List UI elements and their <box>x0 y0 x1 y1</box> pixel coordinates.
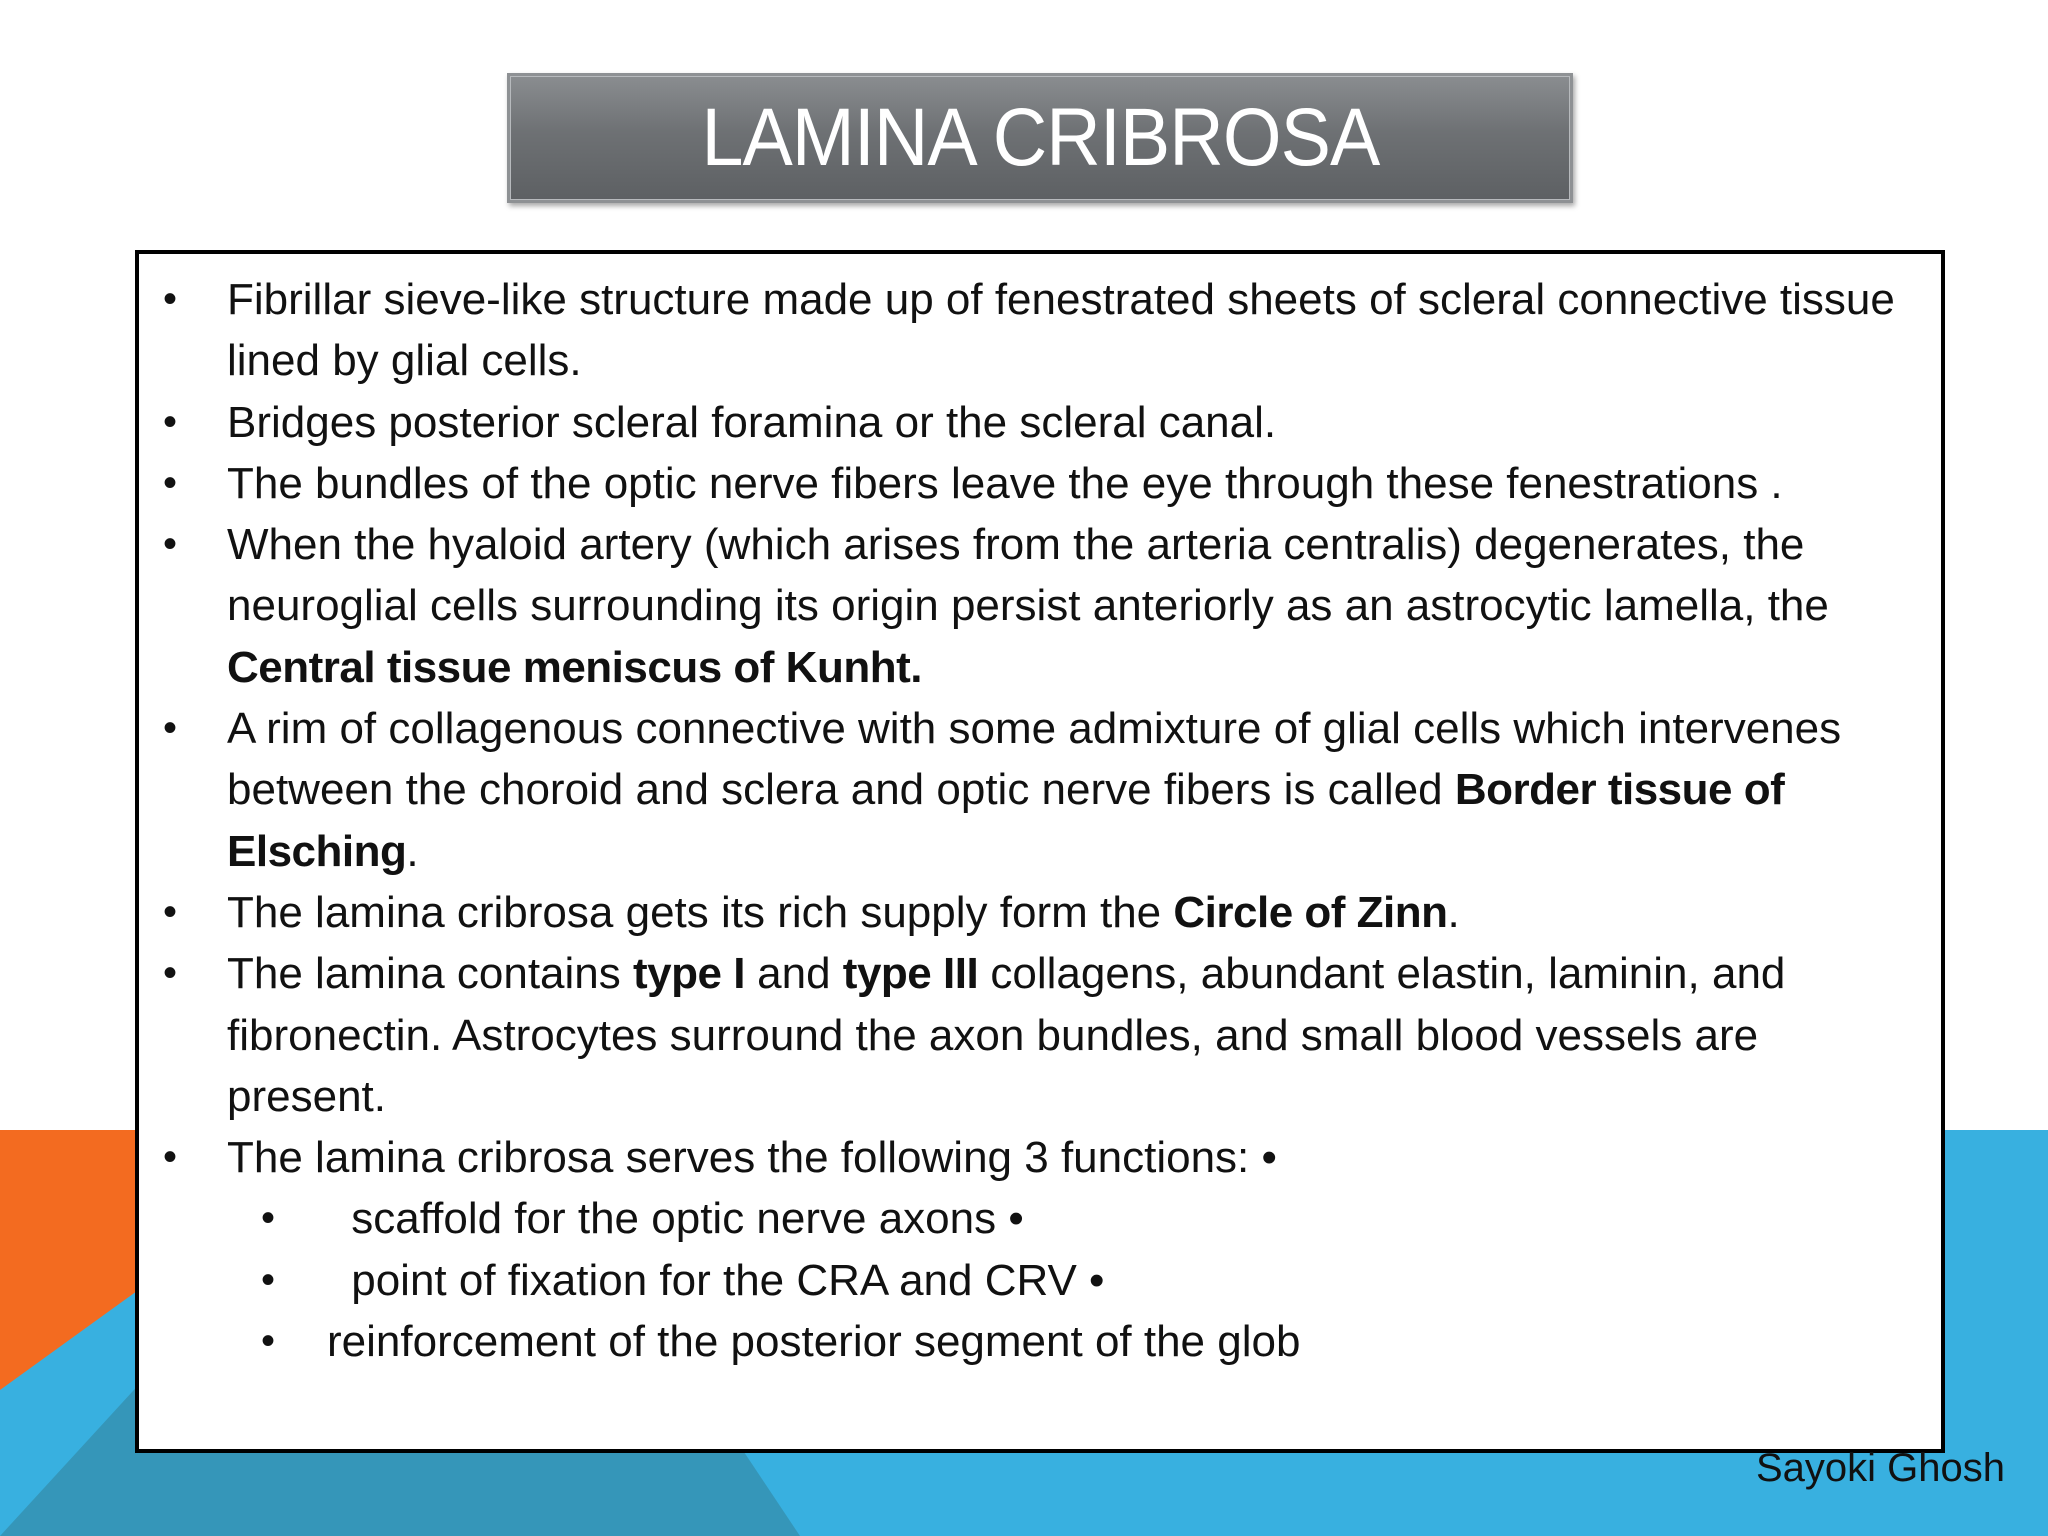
bullet-text: The lamina cribrosa gets its rich supply form the <box>227 887 1174 937</box>
bullet-text-end: collagens, abundant elastin, laminin, and fibronectin. Astrocytes surround the axon bundles, and small blood vessels are present. <box>227 949 1786 1121</box>
bullet-text: Bridges posterior scleral foramina or the scleral canal. <box>227 397 1277 447</box>
bullet-bold-term: type I <box>633 949 745 999</box>
title-banner <box>507 73 1573 203</box>
bullet-bold-term: type III <box>842 949 979 999</box>
bullet-icon: • <box>163 706 178 751</box>
sub-bullet-icon: • <box>261 1257 276 1302</box>
bullet-icon: • <box>163 522 178 567</box>
bullet-icon: • <box>163 951 178 996</box>
slide-title: LAMINA CRIBROSA <box>701 92 1379 183</box>
author-credit: Sayoki Ghosh <box>1755 1446 2005 1490</box>
sub-bullet-item <box>139 1250 1941 1311</box>
content-box <box>135 250 1945 1453</box>
sub-bullet-item <box>139 1311 1941 1372</box>
sub-bullet-text: point of fixation for the CRA and CRV • <box>339 1255 1105 1305</box>
bullet-icon: • <box>163 277 178 321</box>
sub-bullet-icon: • <box>261 1319 276 1364</box>
bullet-text-mid: and <box>744 949 843 999</box>
bullet-item <box>139 1127 1941 1188</box>
bullet-text: The bundles of the optic nerve fibers leave the eye through these fenestrations . <box>227 458 1783 508</box>
bullet-text: The lamina cribrosa serves the following 3 functions: • <box>227 1133 1277 1183</box>
bullet-bold-term: Border tissue of Elsching <box>227 765 1785 876</box>
bullet-text: A rim of collagenous connective with some admixture of glial cells which intervenes between the choroid and sclera and optic nerve fibers is called <box>227 704 1842 815</box>
bullet-icon: • <box>163 399 178 444</box>
bullet-icon: • <box>163 1135 178 1180</box>
sub-bullet-text: reinforcement of the posterior segment of the glob <box>327 1317 1301 1367</box>
sub-bullet-text: scaffold for the optic nerve axons • <box>339 1194 1024 1244</box>
bullet-text: Fibrillar sieve-like structure made up of fenestrated sheets of scleral connective tissue lined by glial cells. <box>227 275 1895 386</box>
bullet-list <box>139 269 1941 1372</box>
bullet-item <box>139 698 1941 882</box>
bullet-text: When the hyaloid artery (which arises from the arteria centralis) degenerates, the neuroglial cells surrounding its origin persist anteriorly as an astrocytic lamella, the <box>227 520 1829 631</box>
bullet-item <box>139 453 1941 514</box>
sub-bullet-icon: • <box>261 1196 276 1241</box>
bullet-item <box>139 882 1941 943</box>
bullet-item <box>139 392 1941 453</box>
bullet-text-end: . <box>1447 887 1460 937</box>
bullet-text: The lamina contains <box>227 949 633 999</box>
sub-bullet-item <box>139 1188 1941 1249</box>
bullet-item <box>139 514 1941 698</box>
bullet-text-end: . <box>406 826 419 876</box>
bullet-icon: • <box>163 889 178 934</box>
bullet-item <box>139 269 1941 392</box>
bullet-item <box>139 943 1941 1127</box>
bullet-bold-term: Central tissue meniscus of Kunht. <box>227 642 922 692</box>
bullet-icon: • <box>163 460 178 505</box>
bullet-bold-term: Circle of Zinn <box>1173 887 1448 937</box>
